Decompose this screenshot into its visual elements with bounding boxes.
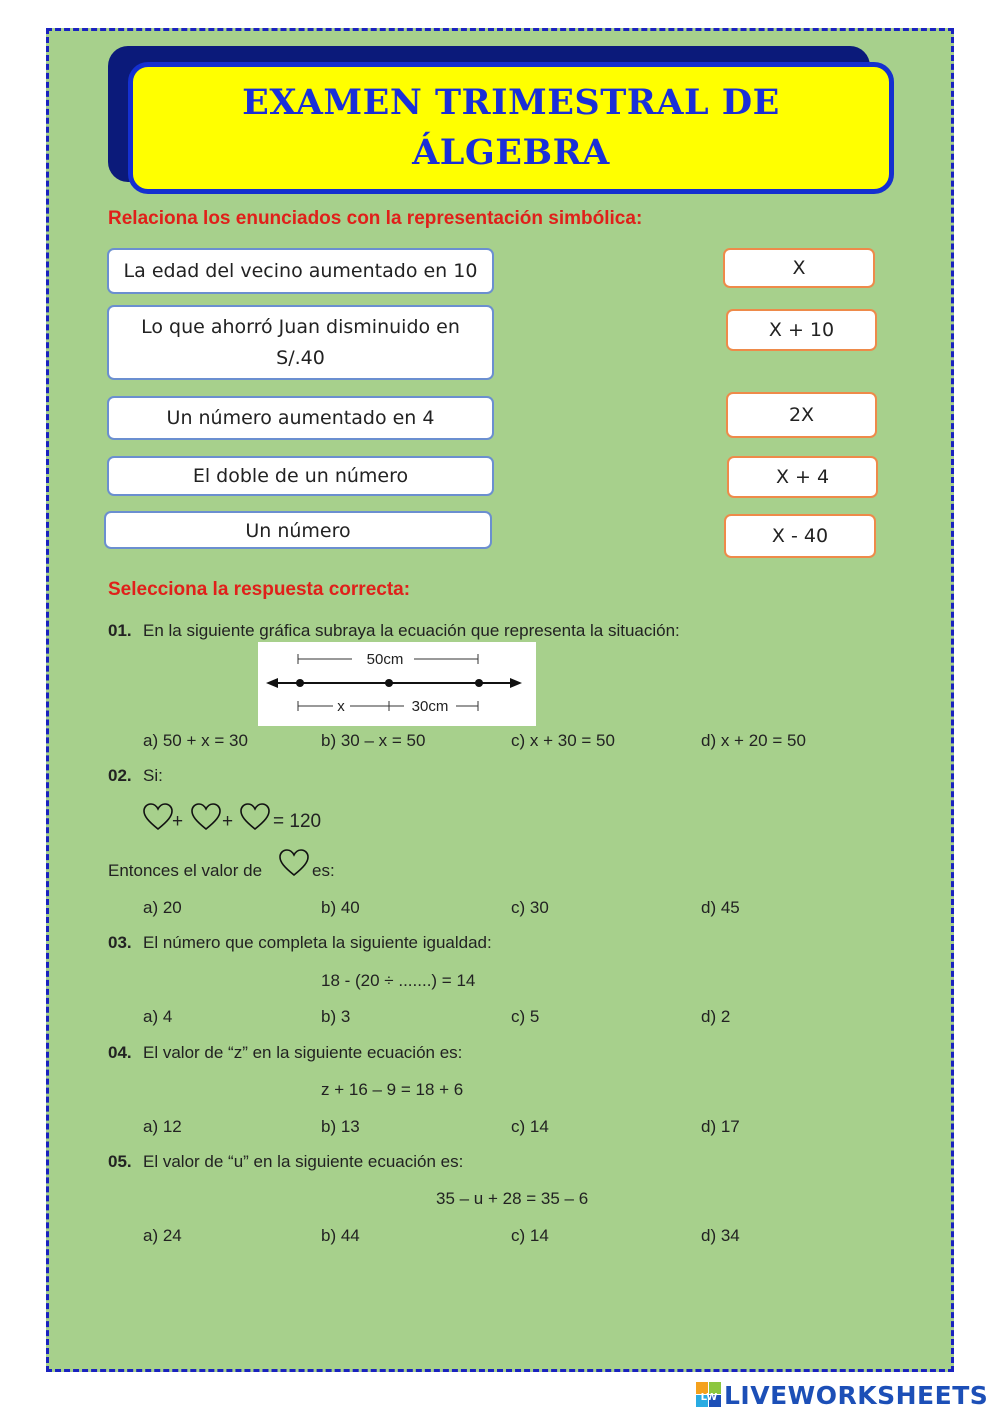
heart-icon bbox=[142, 802, 174, 832]
symbol-card-3[interactable]: 2X bbox=[726, 392, 877, 438]
q4-option-a[interactable]: a) 12 bbox=[143, 1117, 182, 1136]
q4-option-b[interactable]: b) 13 bbox=[321, 1117, 360, 1136]
section-title-multiple-choice: Selecciona la respuesta correcta: bbox=[108, 579, 411, 600]
question-number-3: 03. bbox=[108, 933, 132, 952]
question-text-1: En la siguiente gráfica subraya la ecuación que representa la situación: bbox=[143, 621, 680, 640]
statement-card-5[interactable]: Un número bbox=[104, 511, 492, 549]
q3-option-a[interactable]: a) 4 bbox=[143, 1007, 173, 1026]
liveworksheets-logo bbox=[696, 1380, 988, 1410]
liveworksheets-mark-icon bbox=[696, 1382, 722, 1408]
question-number-1: 01. bbox=[108, 621, 132, 640]
question-text-5: El valor de “u” en la siguiente ecuación es: bbox=[143, 1152, 464, 1171]
statement-card-3[interactable]: Un número aumentado en 4 bbox=[107, 396, 494, 440]
q2-option-c[interactable]: c) 30 bbox=[511, 898, 549, 917]
question-text-3: El número que completa la siguiente igualdad: bbox=[143, 933, 492, 952]
svg-text:LW: LW bbox=[700, 1392, 718, 1403]
heart-icon bbox=[239, 802, 271, 832]
question-4-equation: z + 16 – 9 = 18 + 6 bbox=[321, 1080, 464, 1099]
q1-option-a[interactable]: a) 50 + x = 30 bbox=[143, 731, 248, 750]
question-number-5: 05. bbox=[108, 1152, 132, 1171]
question-number-2: 02. bbox=[108, 766, 132, 785]
symbol-card-2[interactable]: X + 10 bbox=[726, 309, 877, 351]
q5-option-b[interactable]: b) 44 bbox=[321, 1226, 360, 1245]
statement-card-4[interactable]: El doble de un número bbox=[107, 456, 494, 496]
label-x: x bbox=[337, 698, 345, 715]
arrow-right-icon bbox=[510, 678, 522, 688]
q5-option-d[interactable]: d) 34 bbox=[701, 1226, 740, 1245]
title-banner bbox=[128, 62, 894, 194]
heart-icon bbox=[278, 848, 310, 878]
statement-card-1[interactable]: La edad del vecino aumentado en 10 bbox=[107, 248, 494, 294]
question-text-2: Si: bbox=[143, 766, 163, 785]
q4-option-c[interactable]: c) 14 bbox=[511, 1117, 549, 1136]
logo-text: LIVEWORKSHEETS bbox=[724, 1380, 989, 1410]
equation-result: = 120 bbox=[273, 811, 322, 832]
segment-diagram bbox=[258, 642, 536, 726]
symbol-card-4[interactable]: X + 4 bbox=[727, 456, 878, 498]
question-number-4: 04. bbox=[108, 1043, 132, 1062]
q1-option-b[interactable]: b) 30 – x = 50 bbox=[321, 731, 426, 750]
question-2-followup-before: Entonces el valor de bbox=[108, 861, 263, 880]
segment-diagram-svg bbox=[258, 642, 536, 726]
q4-option-d[interactable]: d) 17 bbox=[701, 1117, 740, 1136]
q5-option-a[interactable]: a) 24 bbox=[143, 1226, 182, 1245]
heart-icon bbox=[190, 802, 222, 832]
question-2-followup-after: es: bbox=[312, 861, 335, 880]
arrow-left-icon bbox=[266, 678, 278, 688]
symbol-card-1[interactable]: X bbox=[723, 248, 875, 288]
q2-option-b[interactable]: b) 40 bbox=[321, 898, 360, 917]
symbol-card-5[interactable]: X - 40 bbox=[724, 514, 876, 558]
q3-option-c[interactable]: c) 5 bbox=[511, 1007, 540, 1026]
q2-option-a[interactable]: a) 20 bbox=[143, 898, 182, 917]
page-title: EXAMEN TRIMESTRAL DE ÁLGEBRA bbox=[242, 82, 780, 173]
statement-card-2[interactable]: Lo que ahorró Juan disminuido en S/.40 bbox=[107, 305, 494, 380]
label-30cm: 30cm bbox=[411, 698, 449, 715]
question-text-4: El valor de “z” en la siguiente ecuación es: bbox=[143, 1043, 463, 1062]
q2-option-d[interactable]: d) 45 bbox=[701, 898, 740, 917]
q3-option-b[interactable]: b) 3 bbox=[321, 1007, 351, 1026]
question-3-equation: 18 - (20 ÷ .......) = 14 bbox=[321, 971, 476, 990]
segment-point-b bbox=[385, 679, 393, 687]
equation-plus-1: + bbox=[172, 811, 184, 832]
section-title-matching: Relaciona los enunciados con la representación simbólica: bbox=[108, 208, 643, 229]
segment-point-c bbox=[475, 679, 483, 687]
question-5-equation: 35 – u + 28 = 35 – 6 bbox=[436, 1189, 589, 1208]
equation-plus-2: + bbox=[222, 811, 234, 832]
q3-option-d[interactable]: d) 2 bbox=[701, 1007, 731, 1026]
q5-option-c[interactable]: c) 14 bbox=[511, 1226, 549, 1245]
segment-point-a bbox=[296, 679, 304, 687]
label-50cm: 50cm bbox=[366, 651, 404, 668]
q1-option-c[interactable]: c) x + 30 = 50 bbox=[511, 731, 615, 750]
q1-option-d[interactable]: d) x + 20 = 50 bbox=[701, 731, 806, 750]
